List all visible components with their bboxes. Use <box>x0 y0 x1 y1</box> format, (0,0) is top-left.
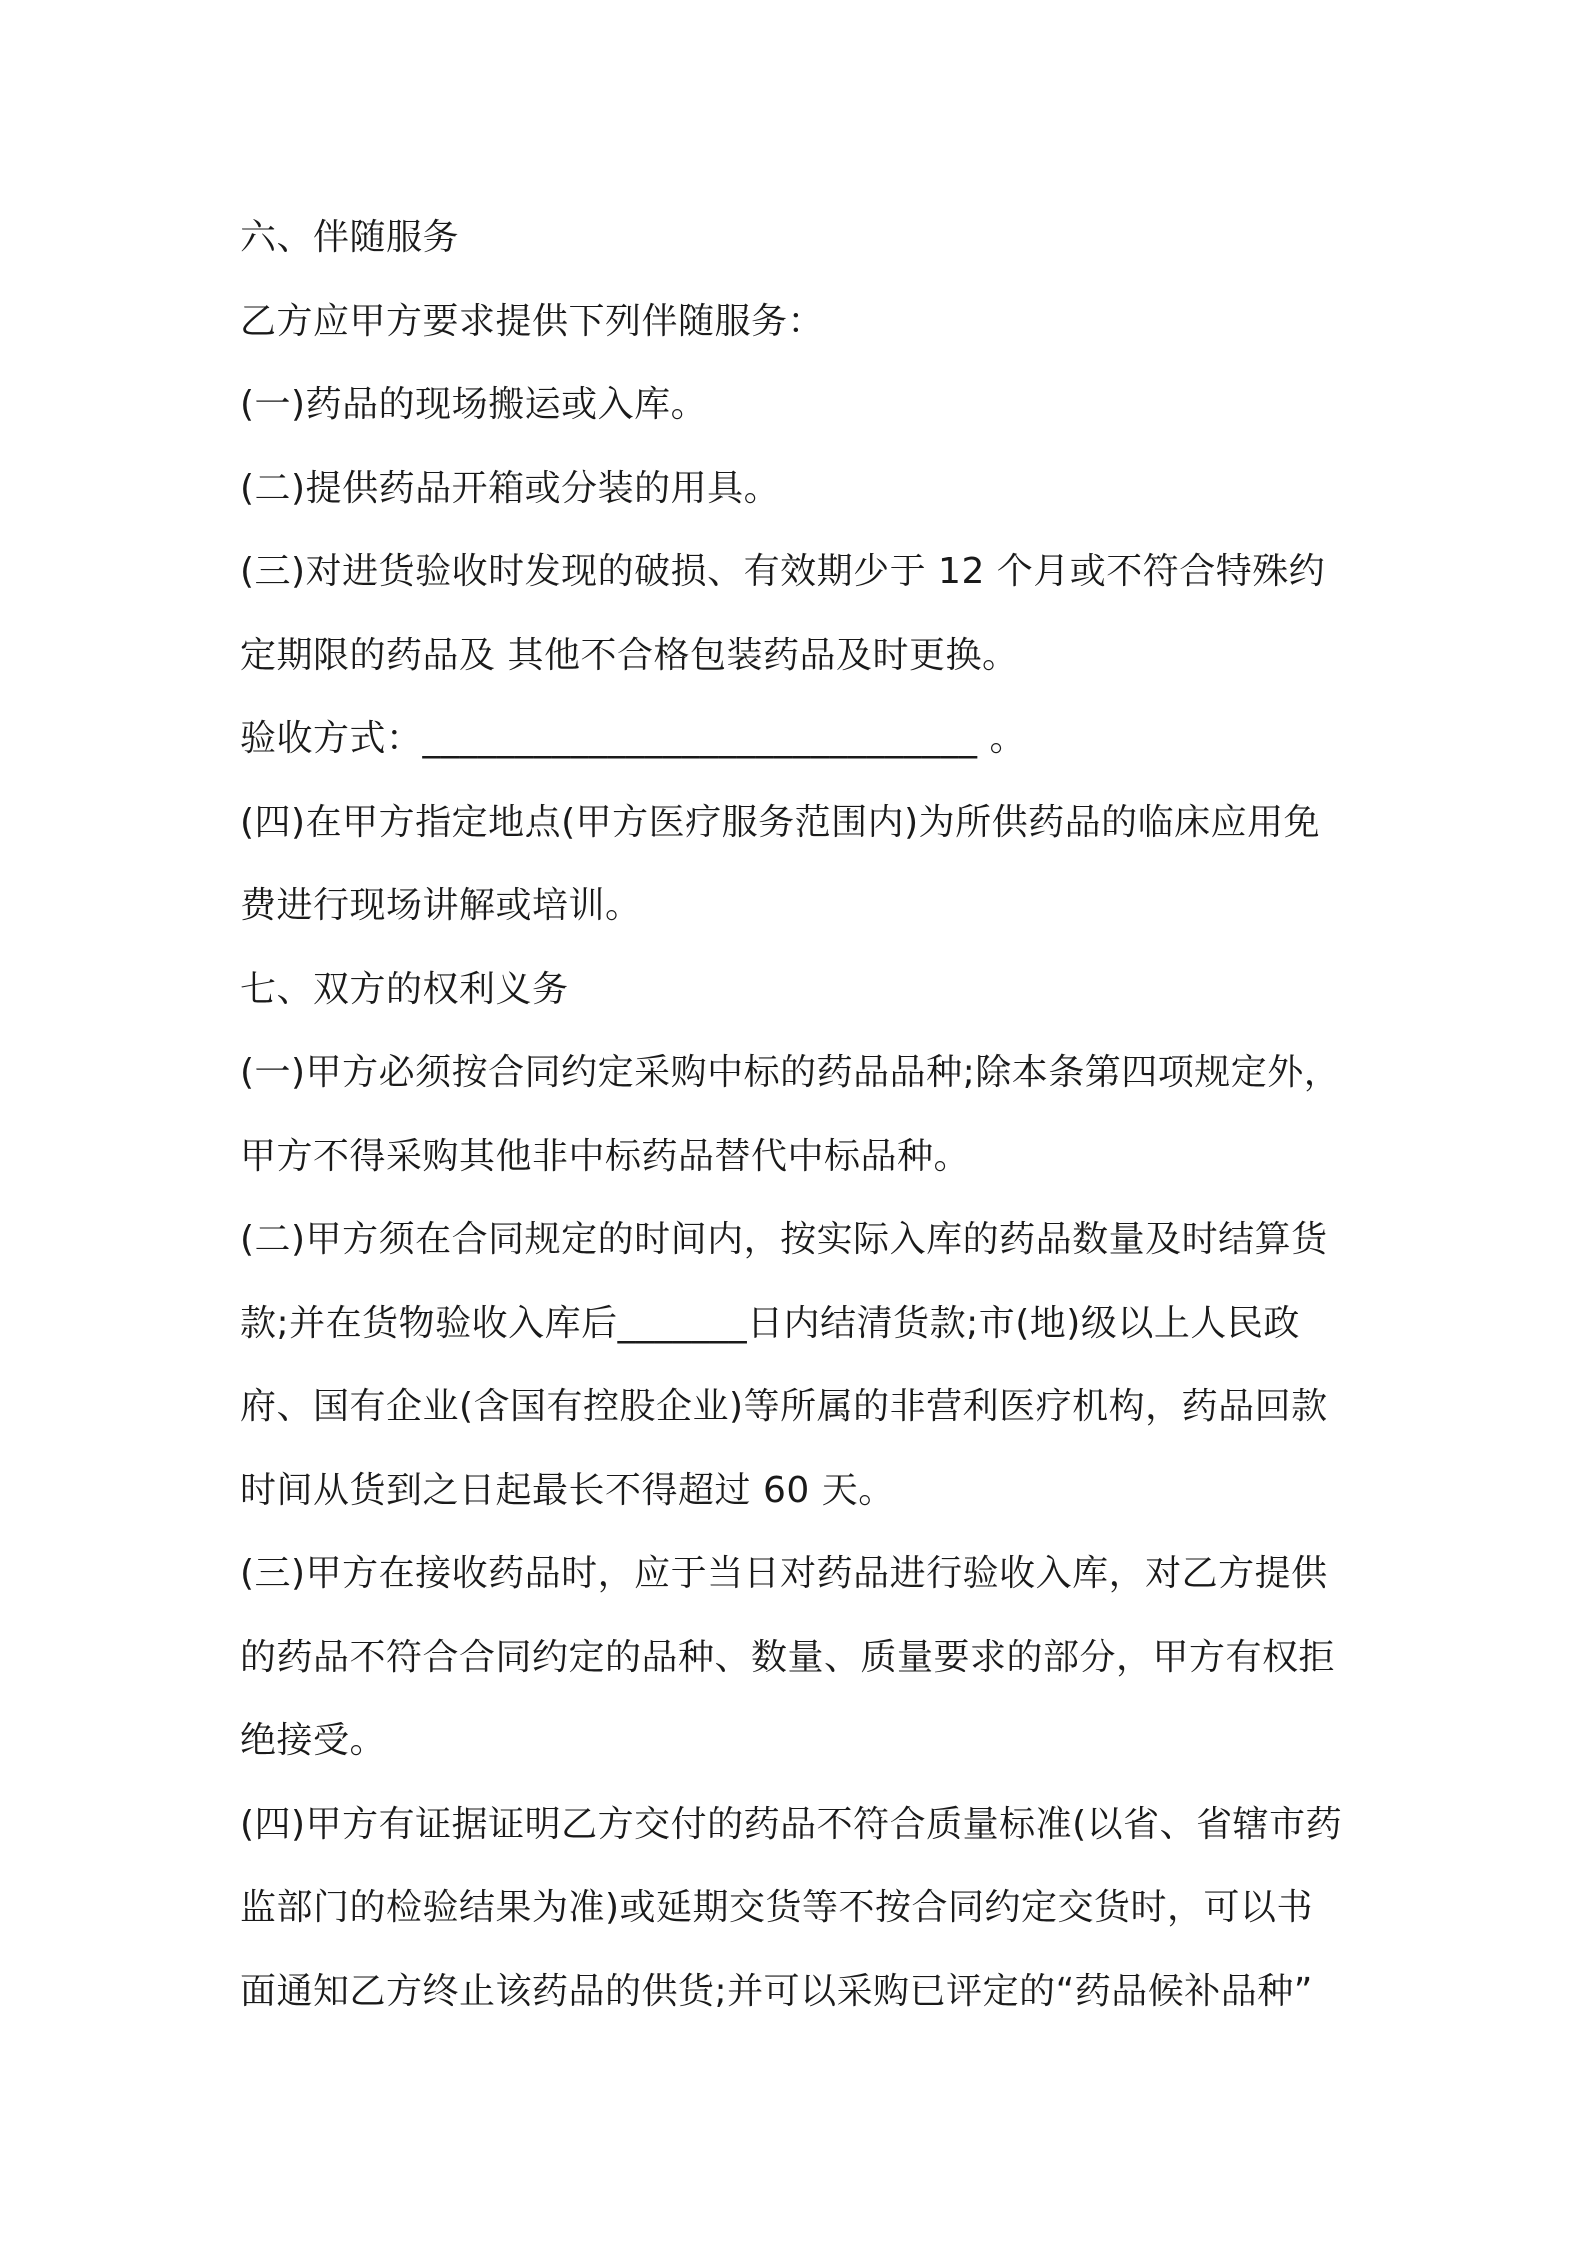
paragraph-line: 的药品不符合合同约定的品种、数量、质量要求的部分，甲方有权拒 <box>240 1636 1336 1678</box>
paragraph-line: (四)在甲方指定地点(甲方医疗服务范围内)为所供药品的临床应用免 <box>240 801 1321 843</box>
paragraph-line: 时间从货到之日起最长不得超过 60 天。 <box>240 1469 895 1511</box>
paragraph-line: (四)甲方有证据证明乙方交付的药品不符合质量标准(以省、省辖市药 <box>240 1803 1343 1845</box>
paragraph-line: (三)甲方在接收药品时，应于当日对药品进行验收入库，对乙方提供 <box>240 1553 1328 1594</box>
payment-days-field: 款;并在货物验收入库后_______日内结清货款;市(地)级以上人民政 <box>240 1302 1300 1344</box>
document-body <box>240 196 1360 2033</box>
paragraph-line: 费进行现场讲解或培训。 <box>240 885 642 926</box>
section-heading-accompanying-services: 六、伴随服务 <box>240 217 460 258</box>
paragraph-line: 绝接受。 <box>240 1720 387 1761</box>
paragraph-line: (一)甲方必须按合同约定采购中标的药品品种;除本条第四项规定外， <box>240 1052 1341 1093</box>
paragraph-line: (二)甲方须在合同规定的时间内，按实际入库的药品数量及时结算货 <box>240 1219 1328 1260</box>
acceptance-method-field: 验收方式：______________________________ 。 <box>240 718 1026 759</box>
paragraph-line: (一)药品的现场搬运或入库。 <box>240 384 708 425</box>
paragraph-line: 面通知乙方终止该药品的供货;并可以采购已评定的“药品候补品种” <box>240 1970 1313 2012</box>
paragraph-line: 乙方应甲方要求提供下列伴随服务： <box>240 300 825 342</box>
paragraph-line: 府、国有企业(含国有控股企业)等所属的非营利医疗机构，药品回款 <box>240 1386 1328 1427</box>
paragraph-line: 定期限的药品及 其他不合格包装药品及时更换。 <box>240 634 1019 676</box>
paragraph-line: 甲方不得采购其他非中标药品替代中标品种。 <box>240 1135 971 1177</box>
paragraph-line: 监部门的检验结果为准)或延期交货等不按合同约定交货时，可以书 <box>240 1887 1314 1928</box>
paragraph-line: (三)对进货验收时发现的破损、有效期少于 12 个月或不符合特殊约 <box>240 551 1326 592</box>
paragraph-line: (二)提供药品开箱或分装的用具。 <box>240 467 781 509</box>
section-heading-rights-obligations: 七、双方的权利义务 <box>240 968 569 1010</box>
